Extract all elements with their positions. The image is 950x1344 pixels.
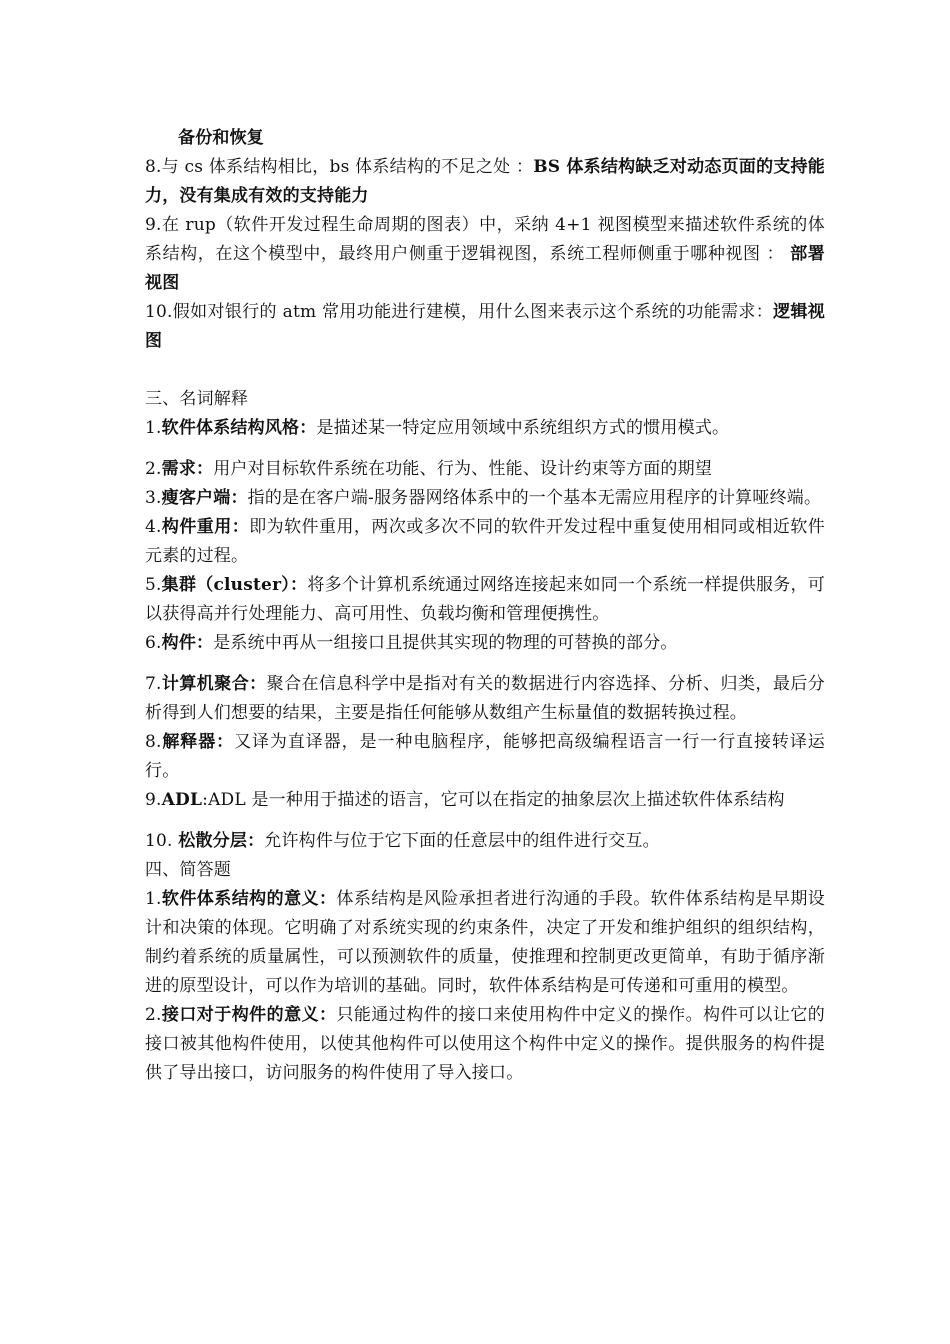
item-definition: 即为软件重用，两次或多次不同的软件开发过程中重复使用相同或相近软件元素的过程。 (145, 517, 825, 566)
item-term: 软件体系结构的意义 (161, 889, 319, 909)
item-term: 松散分层 (178, 831, 248, 851)
question-answer: BS 体系结构缺乏对动态页面的支持能力，没有集成有效的支持能力 (145, 157, 825, 206)
item-definition: 是系统中再从一组接口且提供其实现的物理的可替换的部分。 (213, 633, 678, 653)
item-number: 4. (145, 517, 162, 537)
item-separator: ： (196, 633, 214, 653)
item-definition: 又译为直译器，是一种电脑程序，能够把高级编程语言一行一行直接转译运行。 (145, 732, 825, 781)
definition-item-8 (145, 728, 825, 786)
question-9 (145, 211, 825, 298)
item-separator: ： (249, 674, 267, 694)
item-separator: ： (299, 418, 317, 438)
item-term: 接口对于构件的意义 (161, 1005, 319, 1025)
item-number: 3. (145, 488, 162, 508)
answer-item-1 (145, 885, 825, 1001)
item-separator: ： (230, 488, 248, 508)
item-number: 1. (145, 418, 162, 438)
item-number: 5. (145, 575, 162, 595)
question-text: 与 cs 体系结构相比，bs 体系结构的不足之处 ： (161, 157, 534, 177)
item-term: 软件体系结构风格 (161, 418, 300, 438)
item-definition: 允许构件与位于它下面的任意层中的组件进行交互。 (264, 831, 660, 851)
definition-item-4 (145, 513, 825, 571)
item-number: 1. (145, 889, 162, 909)
question-number: 8. (145, 157, 162, 177)
item-number: 2. (145, 459, 162, 479)
item-number: 7. (145, 674, 162, 694)
item-separator: : (202, 790, 209, 810)
question-answer: 部署视图 (145, 244, 825, 293)
definition-item-5 (145, 571, 825, 629)
spacer (145, 658, 825, 670)
item-separator: ： (319, 1005, 337, 1025)
spacer (145, 815, 825, 827)
question-8 (145, 153, 825, 211)
spacer (145, 443, 825, 455)
item-term: 解释器 (161, 732, 217, 752)
item-separator: ： (216, 732, 235, 752)
item-term: 构件重用 (161, 517, 232, 537)
item-number: 8. (145, 732, 162, 752)
question-number: 9. (145, 215, 162, 235)
continuation-line (145, 124, 825, 153)
item-separator: ： (247, 831, 265, 851)
item-definition: 聚合在信息科学中是指对有关的数据进行内容选择、分析、归类，最后分析得到人们想要的结果，主要是指任何能够从数组产生标量值的数据转换过程。 (145, 674, 826, 723)
item-definition: 只能通过构件的接口来使用构件中定义的操作。构件可以让它的接口被其他构件使用，以使其他构件可以使用这个构件中定义的操作。提供服务的构件提供了导出接口，访问服务的构件使用了导入接口。 (145, 1005, 825, 1083)
item-separator: ： (290, 575, 308, 595)
section-heading: 三、名词解释 (145, 389, 249, 409)
item-term: ADL (161, 790, 203, 810)
item-number: 2. (145, 1005, 162, 1025)
item-definition: 将多个计算机系统通过网络连接起来如同一个系统一样提供服务，可以获得高并行处理能力、高可用性、负载均衡和管理便携性。 (145, 575, 825, 624)
question-10 (145, 298, 825, 356)
definition-item-6 (145, 629, 825, 658)
definition-item-2 (145, 455, 825, 484)
item-definition: 是描述某一特定应用领域中系统组织方式的惯用模式。 (316, 418, 730, 438)
item-number: 10. (145, 831, 179, 851)
item-term: 集群（cluster） (161, 575, 291, 595)
question-text: 在 rup（软件开发过程生命周期的图表）中，采纳 4+1 视图模型来描述软件系统的体系结构，在这个模型中，最终用户侧重于逻辑视图，系统工程师侧重于哪种视图 ： (145, 215, 825, 264)
document-body (145, 124, 825, 1088)
item-term: 计算机聚合 (161, 674, 250, 694)
item-separator: ： (196, 459, 214, 479)
answer-item-2 (145, 1001, 825, 1088)
item-number: 9. (145, 790, 162, 810)
definition-item-3 (145, 484, 825, 513)
item-separator: ： (319, 889, 337, 909)
spacer (145, 356, 825, 385)
item-term: 需求 (161, 459, 197, 479)
item-number: 6. (145, 633, 162, 653)
definition-item-7 (145, 670, 825, 728)
definition-item-9 (145, 786, 825, 815)
item-definition: 指的是在客户端-服务器网络体系中的一个基本无需应用程序的计算哑终端。 (247, 488, 822, 508)
item-definition: 用户对目标软件系统在功能、行为、性能、设计约束等方面的期望 (213, 459, 713, 479)
item-definition: 体系结构是风险承担者进行沟通的手段。软件体系结构是早期设计和决策的体现。它明确了对系统实现的约束条件，决定了开发和维护组织的组织结构，制约着系统的质量属性，可以预测软件的质量，使推理和控制更改更简单，有助于循序渐进的原型设计，可以作为培训的基础。同时，软件体系结构是可传递和可重用的模型。 (145, 889, 825, 996)
question-number: 10. (145, 302, 173, 322)
item-term: 瘦客户端 (161, 488, 231, 508)
item-term: 构件 (161, 633, 197, 653)
item-definition: ADL 是一种用于描述的语言，它可以在指定的抽象层次上描述软件体系结构 (208, 790, 785, 810)
question-text: 假如对银行的 atm 常用功能进行建模，用什么图来表示这个系统的功能需求： (172, 302, 774, 322)
question-answer: 逻辑视图 (145, 302, 825, 351)
definition-item-10 (145, 827, 825, 856)
item-separator: ： (231, 517, 250, 537)
section-heading: 四、简答题 (145, 860, 231, 880)
continued-answer: 备份和恢复 (178, 128, 264, 148)
definition-item-1 (145, 414, 825, 443)
